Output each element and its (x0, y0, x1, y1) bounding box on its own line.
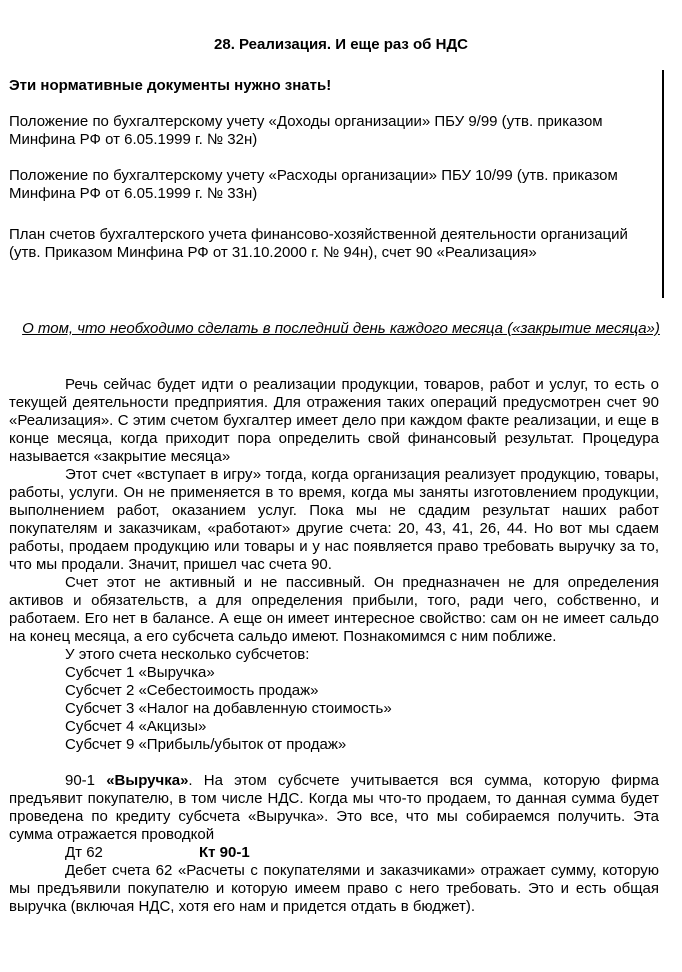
intro-heading: Эти нормативные документы нужно знать! (9, 77, 332, 94)
regulation-item: Положение по бухгалтерскому учету «Доходы организации» ПБУ 9/99 (утв. приказом Минфина РФ от 6.05.1999 г. № 32н) (9, 113, 603, 148)
list-item: Субсчет 9 «Прибыль/убыток от продаж» (65, 736, 347, 753)
paragraph: Речь сейчас будет идти о реализации продукции, товаров, работ и услуг, то есть о текущей деятельности предприятия. Для отражения таких операций предусмотрен счет 90 «Реализация». С этим счетом бухгалтер имеет дело при каждом факте реализации, и еще в конце месяца, когда приходит пора определить свой финансовый результат. Процедура называется «закрытие месяца» (9, 376, 659, 465)
entry-credit: Кт 90-1 (199, 844, 250, 861)
subaccounts-intro: У этого счета несколько субсчетов: (65, 646, 310, 663)
body-text (9, 376, 659, 916)
page-title: 28. Реализация. И еще раз об НДС (214, 36, 468, 53)
paragraph: Этот счет «вступает в игру» тогда, когда организация реализует продукцию, товары, работы, услуги. Он не применяется в то время, когда мы заняты изготовлением продукции, выполнением работ, оказанием услуг. Пока мы не сдадим результат наших работ покупателям и заказчикам, «работают» другие счета: 20, 43, 41, 26, 44. Но вот мы сдаем работы, продаем продукцию или товары и у нас появляется право требовать выручку за то, что мы продали. Значит, пришел час счета 90. (9, 466, 659, 573)
list-item: Субсчет 2 «Себестоимость продаж» (65, 682, 319, 699)
revenue-name: «Выручка» (106, 772, 189, 789)
accounting-entry (9, 844, 659, 862)
list-item: Субсчет 1 «Выручка» (65, 664, 215, 681)
regulation-item: План счетов бухгалтерского учета финансово-хозяйственной деятельности организаций (утв. Приказом Минфина РФ от 31.10.2000 г. № 94н), счет 90 «Реализация» (9, 226, 628, 261)
spacer (9, 754, 659, 772)
closing-paragraph: Дебет счета 62 «Расчеты с покупателями и заказчиками» отражает сумму, которую мы предъявили покупателю и которую имеем право с него требовать. Это и есть общая выручка (включая НДС, хотя его нам и придется отдать в бюджет). (9, 862, 659, 915)
margin-bar (662, 70, 664, 298)
paragraph: Счет этот не активный и не пассивный. Он предназначен не для определения активов и обязательств, а для определения прибыли, того, ради чего, собственно, и работаем. Его нет в балансе. А еще он имеет интересное свойство: сам он не имеет сальдо на конец месяца, а его субсчета сальдо имеют. Познакомимся с ним поближе. (9, 574, 659, 645)
revenue-code: 90-1 (65, 772, 96, 789)
entry-debit: Дт 62 (65, 844, 103, 861)
list-item: Субсчет 3 «Налог на добавленную стоимость» (65, 700, 392, 717)
list-item: Субсчет 4 «Акцизы» (65, 718, 207, 735)
subaccount-list (9, 664, 659, 754)
revenue-text: . На этом субсчете учитывается вся сумма, которую фирма предъявит покупателю, в том числе НДС. Когда мы что-то продаем, то данная сумма будет проведена по кредиту субсчета «Выручка». Это все, что мы собираемся получить. Эта сумма отражается проводкой (9, 772, 659, 843)
section-subtitle: О том, что необходимо сделать в последний день каждого месяца («закрытие месяца») (22, 320, 660, 337)
revenue-paragraph (9, 772, 659, 844)
regulation-item: Положение по бухгалтерскому учету «Расходы организации» ПБУ 10/99 (утв. приказом Минфина РФ от 6.05.1999 г. № 33н) (9, 167, 618, 202)
